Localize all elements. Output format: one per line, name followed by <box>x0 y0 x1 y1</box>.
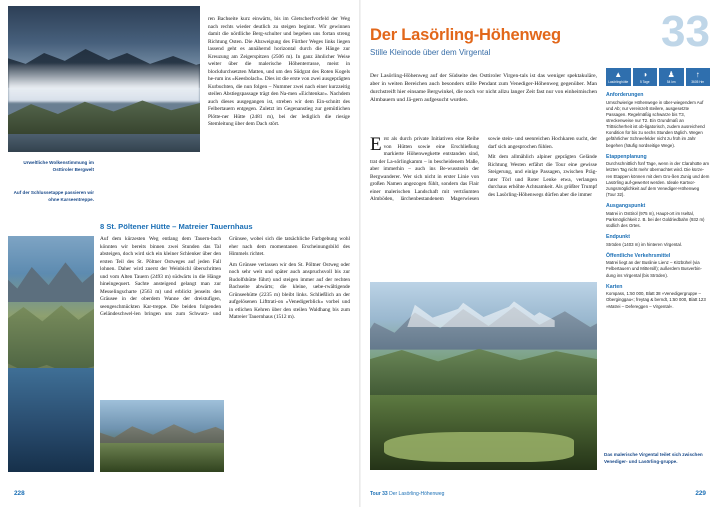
info-heading-anforderungen: Anforderungen <box>606 92 644 99</box>
right-page <box>360 0 720 507</box>
page-number-left: 228 <box>14 490 25 497</box>
ridge-illustration <box>100 400 224 472</box>
tour-number: 33 <box>661 7 710 56</box>
grass-layer <box>100 443 224 472</box>
photo-caption-second-left: Auf der Schlussetappe passieren wir ohne Karseentreppe. <box>13 190 94 202</box>
info-text-karten: Kompass, 1:50 000, Blatt 38 »Venedigergruppe – Oberginggau«; freytag & berndt, 1:50 000, Blatt 123 »Matrei – Defereggen – Virgental«. <box>606 291 706 309</box>
icon-label-ascent: 3605 Hm <box>691 79 705 84</box>
meadow-layer <box>8 297 94 377</box>
icon-box-ascent <box>686 68 711 86</box>
body-paragraph-2: Mit dem allmählich alpiner geprägten Gelände Richtung Westen erfährt die Tour eine gewisse Steigerung, und einige Passagen, zwischen Präg-rater Törl und Roter Lenke etwa, verlangen durchaus erhöhte Achtsamkeit. Als größter Trumpf des Lasörling-Höhenwegs dürfen aber die immer <box>488 154 597 198</box>
stage-heading-label: St. Pöltener Hütte – Matreier Tauernhaus <box>106 222 253 231</box>
continued-paragraph: ren Bachseite kurz einwärts, bis im Gletscherfvorfeld der Weg nach rechts wieder deutlich zu steigen beginnt. Wir gewinnen damit die nördliche Berg-schulter und begeben uns fortan streng Richtung Osten. Die Abzweigung des Fürther Weges links liegen lassend geht es annähernd horizontal durch die Hänge zur Kreuzung am Zeigerspitzen (2506 m). In ganz ähnlicher Weise weiter über die malerische Höhenterrasse, meist in blockdurchsetzten Matten, und um den Südgrat des Roten Kogels he-rum ins »Keesbolach«. Dies ist die erste von zwei ausgeprägten Kurbuchten, die nun folgen – Nummer zwei nach einer kurzzeitig steilen Abstiegspassage trägt den Na-men »Eichtenkar«. Nachdem auch dieses ausgegangen ist, streben wir dem Ein-schnitt des Felbertauern entgegen. Zuletzt im Gegenanstieg zur gemütlichen Plötte-ner Hütte (2481 m), bei der lediglich die riesige Stemleitung über dem Dach stört. <box>208 16 350 128</box>
info-text-endpunkt: Ströden (1403 m) im hinteren Virgental. <box>606 241 682 247</box>
info-heading-etappenplanung: Etappenplanung <box>606 153 647 160</box>
icon-label-summit: Lasörlinghütte <box>608 79 629 84</box>
running-head-label: Der Lasörling-Höhenweg <box>389 491 445 497</box>
valley-illustration <box>370 282 597 470</box>
icon-box-distance <box>659 68 684 86</box>
mountain-icon: ▲ <box>614 70 623 79</box>
main-body-text <box>370 136 597 204</box>
page-title: Der Lasörling-Höhenweg <box>370 26 561 44</box>
icon-label-distance: 54 km <box>666 79 676 84</box>
ascent-icon: ↑ <box>695 70 700 79</box>
photo-virgental-valley <box>370 282 597 470</box>
lake-layer <box>8 134 200 152</box>
peak-layer <box>8 245 94 302</box>
intro-paragraph: Der Lasörling-Höhenweg auf der Südseite des Osttiroler Virgen-tals ist das weniger spektakuläre, aber in weiten Bereichen auch besonders stille Pendant zum Venediger-Höhenweg gegenüber. Man durchstreift hier einsame Bergwinkel, die noch vor nicht allzu langer Zeit fast nur von einheimischen Almbauern und Jä-gern aufgesucht wurden. <box>370 73 597 104</box>
page-subtitle: Stille Kleinode über dem Virgental <box>370 48 491 57</box>
stage-heading-number: 8 <box>100 222 105 231</box>
rock-layer <box>100 413 224 446</box>
info-heading-ausgangspunkt: Ausgangspunkt <box>606 203 646 210</box>
photo-alpine-lake <box>8 236 94 472</box>
info-text-etappenplanung: Durchschnittlich fünf Tage, wenn in der Clarahütte am letzten Tag nicht mehr übernachtet wird. Die kürze-ren Etappen können mit dem Gro-ßen Zunig und dem Lasörling auf-gewertet werden. Ideale Kartvor-zungsmöglichkeit auf dem Venediger-Höhenweg (Tour 32). <box>606 161 710 198</box>
stage-heading <box>100 222 350 231</box>
field-layer <box>384 432 575 462</box>
running-head-number: Tour 33 <box>370 491 388 497</box>
tour-info-column <box>606 68 710 312</box>
info-heading-karten: Karten <box>606 283 623 290</box>
icon-label-days: 5 Tage <box>639 79 650 84</box>
mountain-illustration <box>8 6 200 152</box>
cloud-layer <box>8 64 200 102</box>
walker-icon: ♟ <box>667 70 675 79</box>
info-heading-endpunkt: Endpunkt <box>606 234 630 241</box>
day-icon: ◑ <box>642 70 648 79</box>
photo-caption-top-left: Urweltliche Wolkenstimmung im Osttiroler Bergwelt <box>23 160 94 172</box>
photo-cloud-mountains <box>8 6 200 152</box>
continued-body-text <box>208 16 350 132</box>
icon-box-days <box>633 68 658 86</box>
info-text-anforderungen: Umschwierige Höhenwege in über-wiegendem Auf und Ab; nur vereinzelt steilere, ausgesetzte Passagen. Regelmäßig schwarze bis T3, streckenweise nur T2. Ein Grundmaß an Trittsicherheit ist ob-ligatorisch, zudem ausreichend Kondition für bis zu sechs Stunden täglich. Wegen gefährlicher Schneefelder nicht zu früh im Jahr begehen (häufig nordseitige Wege). <box>606 99 705 148</box>
photo-ridge-path <box>100 400 224 472</box>
icon-box-summit <box>606 68 631 86</box>
stage-paragraph-1: Auf dem kürzesten Weg entlang dem Tauern-bach könnten wir bereits binnen zwei Stunden das Tal absteigen, doch wird sich ein kleiner Schlenker über den ersten Teil des St. Pöltner Ostweges auf jeden Fall lohnen. Daher wird zuerst der Weinbichl überschritten und vom Alten Tauern (2493 m) südwärts in die Hänge hineingequert. Sachte ansteigend gelangt man zur Messelingscharte (2563 m) und erblickt jenseits den Gräusee in der oberdem Wanne der dreistufigen, seengeschmückten Kar-treppe. Die beiden folgenden Geländeschwel-len bringen uns zum Schwarz- und Grünsee, wobei sich die tatsächliche Farbgebung wohl eher nach dem momentanen Erscheinungsbild des Himmels richtet. <box>100 236 350 318</box>
water-layer <box>8 368 94 472</box>
tour-icon-strip <box>606 68 710 86</box>
body-paragraph-1-text: rst als durch private Initiativen eine Reihe von Hütten sowie eine Erschließung markierte Höhenwegkette entstanden sind, trat der La-sörlingkamm – in bescheidenem Maße, aber immerhin – auch ins Be-wusstsein der Bergwanderer. Wer sich nicht in erster Linie von großen Namen angezogen fühlt, sondern das Flair einer malerischen Landschaft mit verträumten Almböden, lärchenbestandenem Magerwiesen sowie stein- und seenreichen Hochkaren sucht, der darf sich angesprochen fühlen. <box>370 136 597 203</box>
info-heading-verkehrsmittel: Öffentliche Verkehrsmittel <box>606 252 671 259</box>
alpine-lake-illustration <box>8 236 94 472</box>
info-text-verkehrsmittel: Matrei liegt an der Buslinie Lienz – Kitzbühel (via Felbertauern und Mittersill); außerdem Busverbin-dung ins Virgental (bis Ströden). <box>606 260 702 278</box>
drop-cap: E <box>370 134 382 155</box>
stage-paragraph-2: Am Grünsee verlassen wir den St. Pöltner Ostweg oder noch sehr weit und später auch anspruchsvoll bis zur Rudolfshütte führt) und steigen immer auf der rechten Bachseite abwärts; die kleine, uebe-rwältigende Grünseehütte (2235 m) bleibt links. Schließlich an der aufgelösenen Lifttrati-on »Venedigerblick« vorbei und in etlichen Kehren über den steilen Waldhang bis zum Matreier Tauernhaus (1512 m). <box>229 261 350 321</box>
page-number-right: 229 <box>695 490 706 497</box>
stage-body-text <box>100 236 350 322</box>
photo-caption-right: Das malerische Virgental teilet sich zwischen Venediger- und Lasörling-gruppe. <box>604 452 703 464</box>
info-text-ausgangspunkt: Matrei in Osttirol (975 m), Haupt-ort im Iseltal, Parkmöglichkeit z. B. bei der Goldriedbahn (932 m) südlich des Ortes. <box>606 210 705 229</box>
midground-layer <box>370 342 597 398</box>
running-head <box>370 491 444 497</box>
